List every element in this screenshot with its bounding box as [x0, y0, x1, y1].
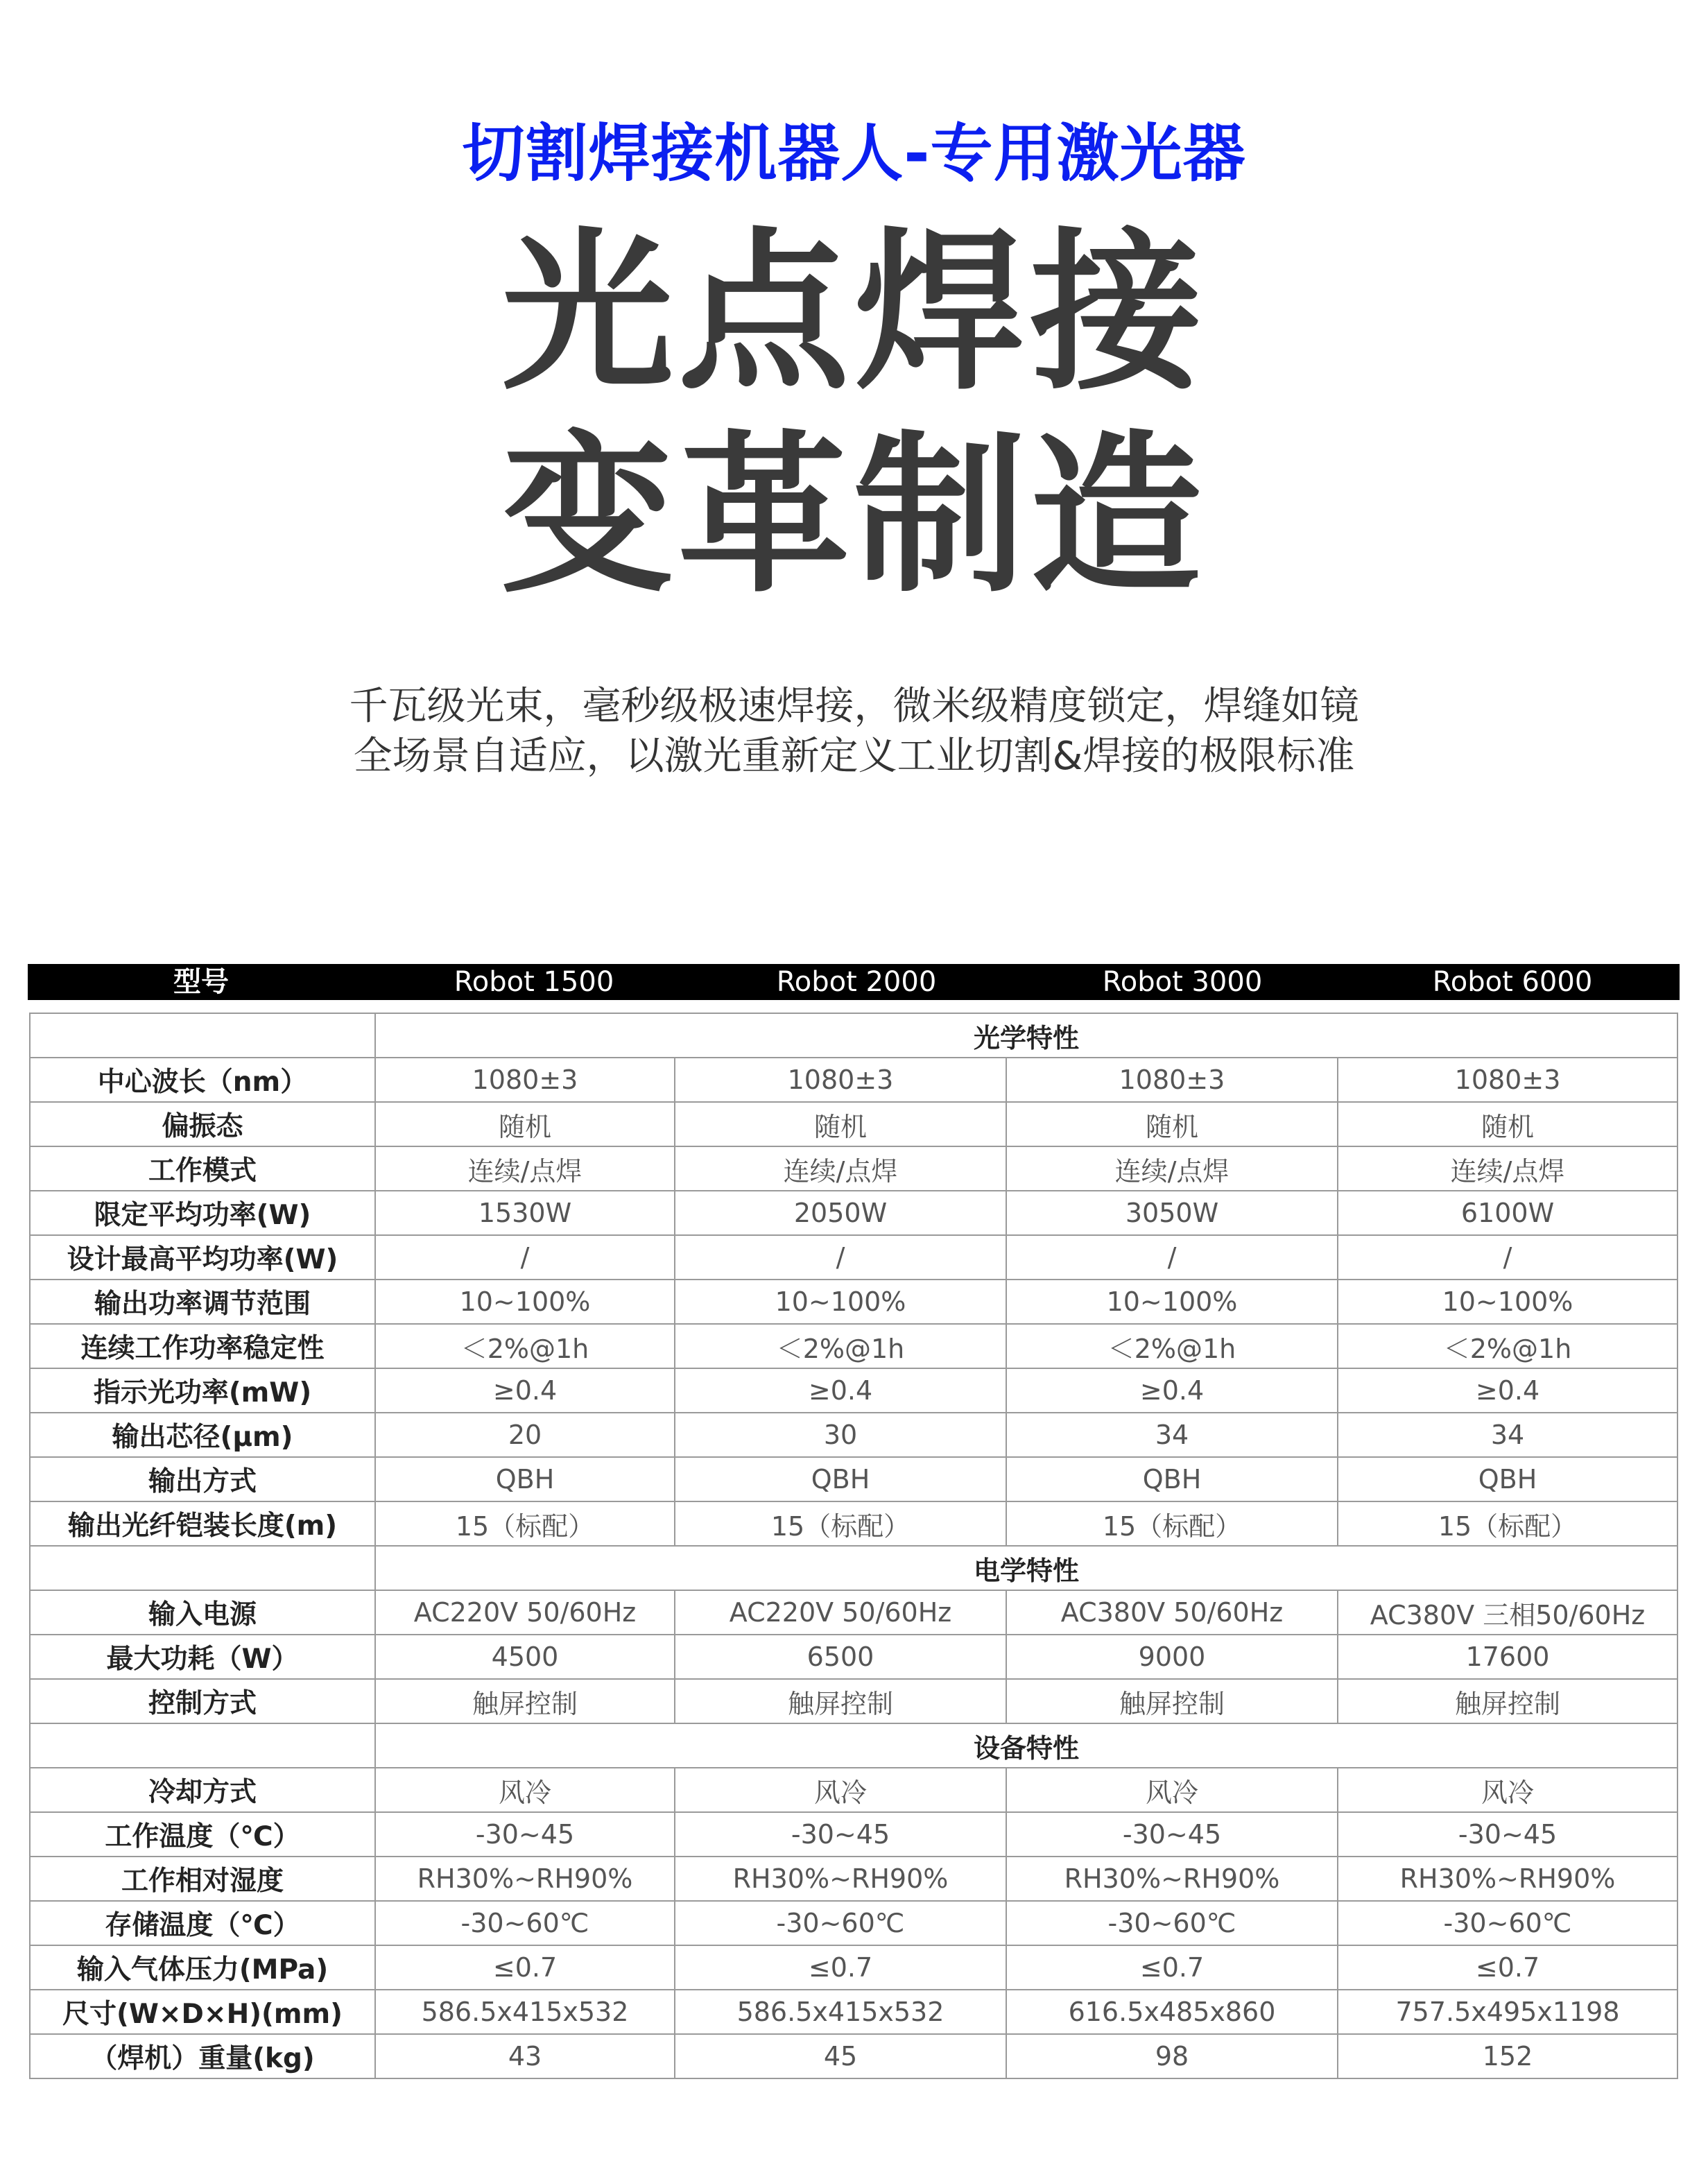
value-cell: 30 — [675, 1413, 1006, 1457]
value-cell: 15（标配） — [675, 1501, 1006, 1546]
value-cell: 10~100% — [1006, 1280, 1338, 1324]
table-row — [30, 1501, 1677, 1546]
value-cell: -30~45 — [1006, 1812, 1338, 1857]
value-cell: QBH — [675, 1457, 1006, 1501]
row-label: 输出方式 — [30, 1457, 375, 1501]
value-cell: 随机 — [1338, 1102, 1677, 1146]
value-cell: / — [1338, 1235, 1677, 1280]
row-label: 工作温度（℃） — [30, 1812, 375, 1857]
value-cell: 98 — [1006, 2034, 1338, 2078]
value-cell: ＜2%@1h — [675, 1324, 1006, 1368]
value-cell: ≤0.7 — [1006, 1945, 1338, 1990]
value-cell: 随机 — [675, 1102, 1006, 1146]
value-cell: 10~100% — [1338, 1280, 1677, 1324]
value-cell: 触屏控制 — [1338, 1679, 1677, 1723]
value-cell: RH30%~RH90% — [675, 1857, 1006, 1901]
section-title: 设备特性 — [375, 1723, 1677, 1768]
row-label: 连续工作功率稳定性 — [30, 1324, 375, 1368]
table-row — [30, 1857, 1677, 1901]
row-label: 输出芯径(μm) — [30, 1413, 375, 1457]
row-label: 偏振态 — [30, 1102, 375, 1146]
value-cell: AC380V 50/60Hz — [1006, 1590, 1338, 1635]
value-cell: ≥0.4 — [1338, 1368, 1677, 1413]
row-label: 尺寸(W×D×H)(mm) — [30, 1990, 375, 2034]
subtitle: 切割焊接机器人-专用激光器 — [462, 117, 1246, 190]
value-cell: 连续/点焊 — [675, 1146, 1006, 1191]
value-cell: 1080±3 — [675, 1058, 1006, 1102]
value-cell: AC220V 50/60Hz — [375, 1590, 675, 1635]
spec-table — [29, 1013, 1678, 2079]
value-cell: ≤0.7 — [1338, 1945, 1677, 1990]
table-row — [30, 1812, 1677, 1857]
table-row — [30, 1324, 1677, 1368]
table-row — [30, 1191, 1677, 1235]
row-label: 输出光纤铠装长度(m) — [30, 1501, 375, 1546]
row-label: 冷却方式 — [30, 1768, 375, 1812]
value-cell: -30~45 — [375, 1812, 675, 1857]
table-row — [30, 1635, 1677, 1679]
section-title: 光学特性 — [375, 1013, 1677, 1058]
table-row — [30, 1457, 1677, 1501]
table-row — [30, 1146, 1677, 1191]
value-cell: ＜2%@1h — [1338, 1324, 1677, 1368]
value-cell: QBH — [1006, 1457, 1338, 1501]
value-cell: -30~45 — [675, 1812, 1006, 1857]
value-cell: 616.5x485x860 — [1006, 1990, 1338, 2034]
value-cell: ≤0.7 — [375, 1945, 675, 1990]
row-label: 设计最高平均功率(W) — [30, 1235, 375, 1280]
value-cell: -30~60℃ — [1338, 1901, 1677, 1945]
table-row — [30, 1768, 1677, 1812]
tagline-line-2: 全场景自适应，以激光重新定义工业切割&焊接的极限标准 — [353, 734, 1355, 779]
row-label: 输入气体压力(MPa) — [30, 1945, 375, 1990]
value-cell: -30~60℃ — [1006, 1901, 1338, 1945]
table-row — [30, 2034, 1677, 2078]
row-label: 指示光功率(mW) — [30, 1368, 375, 1413]
value-cell: 43 — [375, 2034, 675, 2078]
value-cell: 随机 — [375, 1102, 675, 1146]
value-cell: 757.5x495x1198 — [1338, 1990, 1677, 2034]
value-cell: AC220V 50/60Hz — [675, 1590, 1006, 1635]
table-row — [30, 1901, 1677, 1945]
value-cell: 45 — [675, 2034, 1006, 2078]
table-row — [30, 1945, 1677, 1990]
row-label: 工作相对湿度 — [30, 1857, 375, 1901]
value-cell: 风冷 — [1338, 1768, 1677, 1812]
table-row — [30, 1280, 1677, 1324]
value-cell: 触屏控制 — [1006, 1679, 1338, 1723]
value-cell: / — [675, 1235, 1006, 1280]
value-cell: ≤0.7 — [675, 1945, 1006, 1990]
table-row — [30, 1368, 1677, 1413]
header-robot-6000: Robot 6000 — [1432, 966, 1593, 998]
value-cell: RH30%~RH90% — [1006, 1857, 1338, 1901]
value-cell: 连续/点焊 — [1006, 1146, 1338, 1191]
row-label: 工作模式 — [30, 1146, 375, 1191]
row-label: 存储温度（℃） — [30, 1901, 375, 1945]
table-row — [30, 1058, 1677, 1102]
row-label: 控制方式 — [30, 1679, 375, 1723]
header-robot-2000: Robot 2000 — [776, 966, 937, 998]
tagline-line-1: 千瓦级光束，毫秒级极速焊接，微米级精度锁定，焊缝如镜 — [349, 684, 1359, 729]
value-cell: 触屏控制 — [375, 1679, 675, 1723]
value-cell: 586.5x415x532 — [375, 1990, 675, 2034]
value-cell: 触屏控制 — [675, 1679, 1006, 1723]
value-cell: QBH — [1338, 1457, 1677, 1501]
value-cell: ＜2%@1h — [375, 1324, 675, 1368]
value-cell: ≥0.4 — [375, 1368, 675, 1413]
table-row — [30, 1102, 1677, 1146]
value-cell: 1530W — [375, 1191, 675, 1235]
row-label: （焊机）重量(kg) — [30, 2034, 375, 2078]
value-cell: 6100W — [1338, 1191, 1677, 1235]
section-title: 电学特性 — [375, 1546, 1677, 1590]
value-cell: 34 — [1006, 1413, 1338, 1457]
section-row — [30, 1723, 1677, 1768]
value-cell: 1080±3 — [1338, 1058, 1677, 1102]
row-label: 限定平均功率(W) — [30, 1191, 375, 1235]
value-cell: -30~60℃ — [375, 1901, 675, 1945]
value-cell: 20 — [375, 1413, 675, 1457]
value-cell: 随机 — [1006, 1102, 1338, 1146]
table-row — [30, 1590, 1677, 1635]
table-row — [30, 1235, 1677, 1280]
value-cell: QBH — [375, 1457, 675, 1501]
value-cell: 9000 — [1006, 1635, 1338, 1679]
value-cell: AC380V 三相50/60Hz — [1338, 1590, 1677, 1635]
header-model-label: 型号 — [173, 966, 229, 998]
spec-table-header — [28, 964, 1680, 1000]
row-label: 最大功耗（W） — [30, 1635, 375, 1679]
section-blank-cell — [30, 1546, 375, 1590]
value-cell: 1080±3 — [1006, 1058, 1338, 1102]
table-row — [30, 1990, 1677, 2034]
value-cell: 风冷 — [675, 1768, 1006, 1812]
value-cell: ≥0.4 — [1006, 1368, 1338, 1413]
value-cell: ＜2%@1h — [1006, 1324, 1338, 1368]
section-row — [30, 1546, 1677, 1590]
value-cell: 连续/点焊 — [375, 1146, 675, 1191]
value-cell: 17600 — [1338, 1635, 1677, 1679]
value-cell: 10~100% — [675, 1280, 1006, 1324]
value-cell: 连续/点焊 — [1338, 1146, 1677, 1191]
value-cell: 152 — [1338, 2034, 1677, 2078]
headline-line-1: 光点焊接 — [501, 214, 1207, 413]
section-row — [30, 1013, 1677, 1058]
value-cell: 4500 — [375, 1635, 675, 1679]
value-cell: ≥0.4 — [675, 1368, 1006, 1413]
table-row — [30, 1679, 1677, 1723]
header-robot-1500: Robot 1500 — [454, 966, 614, 998]
value-cell: -30~60℃ — [675, 1901, 1006, 1945]
row-label: 中心波长（nm） — [30, 1058, 375, 1102]
value-cell: 586.5x415x532 — [675, 1990, 1006, 2034]
value-cell: 15（标配） — [1006, 1501, 1338, 1546]
value-cell: RH30%~RH90% — [1338, 1857, 1677, 1901]
value-cell: 10~100% — [375, 1280, 675, 1324]
table-row — [30, 1413, 1677, 1457]
headline-line-2: 变革制造 — [501, 416, 1207, 616]
section-blank-cell — [30, 1013, 375, 1058]
header-robot-3000: Robot 3000 — [1102, 966, 1263, 998]
value-cell: 15（标配） — [1338, 1501, 1677, 1546]
value-cell: 风冷 — [375, 1768, 675, 1812]
value-cell: -30~45 — [1338, 1812, 1677, 1857]
section-blank-cell — [30, 1723, 375, 1768]
value-cell: 1080±3 — [375, 1058, 675, 1102]
value-cell: 6500 — [675, 1635, 1006, 1679]
value-cell: 34 — [1338, 1413, 1677, 1457]
row-label: 输出功率调节范围 — [30, 1280, 375, 1324]
value-cell: 15（标配） — [375, 1501, 675, 1546]
row-label: 输入电源 — [30, 1590, 375, 1635]
value-cell: / — [1006, 1235, 1338, 1280]
value-cell: 3050W — [1006, 1191, 1338, 1235]
value-cell: 2050W — [675, 1191, 1006, 1235]
value-cell: 风冷 — [1006, 1768, 1338, 1812]
value-cell: RH30%~RH90% — [375, 1857, 675, 1901]
value-cell: / — [375, 1235, 675, 1280]
